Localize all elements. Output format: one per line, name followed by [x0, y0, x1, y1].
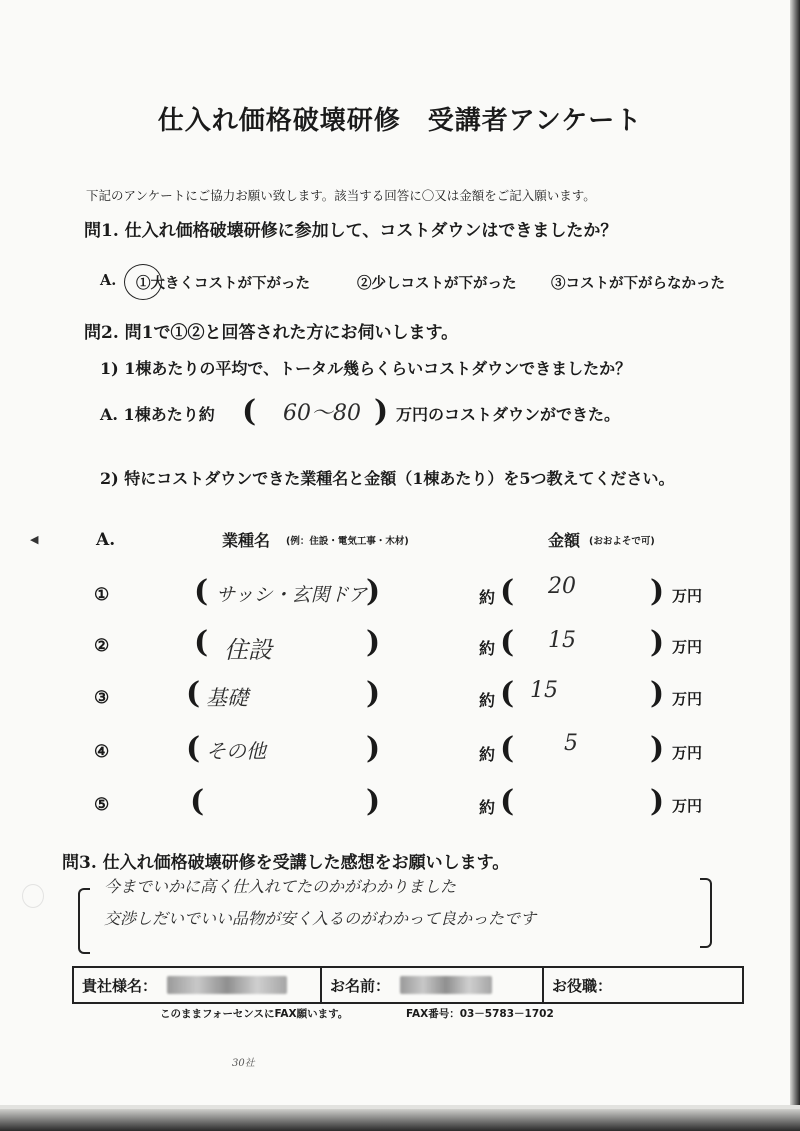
- scan-edge-bottom: [0, 1109, 800, 1131]
- paren-close: ): [650, 676, 665, 711]
- intro-text: 下記のアンケートにご協力お願い致します。該当する回答に〇又は金額をご記入願います。: [86, 188, 596, 203]
- name-field[interactable]: [322, 968, 544, 1002]
- q2-sub1-answer-suffix: 万円のコストダウンができた。: [396, 405, 621, 424]
- binding-mark-icon: ◀: [30, 533, 39, 546]
- footer-note: このままフォーセンスにFAX願います。: [160, 1008, 349, 1020]
- comment-bracket-left: [78, 888, 90, 954]
- paren-close: ): [366, 574, 381, 609]
- paren-open: (: [500, 731, 515, 766]
- row-number: ①: [94, 585, 110, 605]
- paren-open: (: [194, 574, 209, 609]
- paren-open: (: [190, 784, 205, 819]
- company-label: 貴社様名：: [82, 976, 158, 995]
- paren-close: ): [650, 574, 665, 609]
- paren-open: (: [194, 625, 209, 660]
- cost-down-total-value[interactable]: 60〜80: [283, 401, 361, 426]
- row-number: ⑤: [94, 795, 110, 815]
- unit-label: 万円: [672, 797, 703, 815]
- paren-open: (: [500, 784, 515, 819]
- comment-bracket-right: [700, 878, 712, 948]
- name-label: お名前：: [330, 976, 391, 995]
- col-header-category-example: (例：住設・電気工事・木材): [286, 536, 409, 547]
- yaku-label: 約: [479, 639, 496, 658]
- col-header-amount-note: (おおよそで可): [589, 536, 655, 547]
- row-amount-value[interactable]: 5: [564, 731, 578, 756]
- row-amount-value[interactable]: 20: [548, 574, 576, 599]
- q2-sub2: 2) 特にコストダウンできた業種名と金額（1棟あたり）を5つ教えてください。: [100, 469, 675, 488]
- paren-close: ): [650, 784, 665, 819]
- q2-question: 問2. 問1で①②と回答された方にお伺いします。: [84, 323, 459, 343]
- paren-close: ): [366, 731, 381, 766]
- paren-close: ): [366, 676, 381, 711]
- fax-number: FAX番号：03－5783－1702: [406, 1008, 554, 1020]
- company-field[interactable]: [74, 968, 322, 1002]
- comment-line-1[interactable]: 今までいかに高く仕入れてたのかがわかりました: [104, 877, 457, 896]
- paren-open: (: [500, 574, 515, 609]
- row-amount-value[interactable]: 15: [530, 678, 558, 703]
- paren-open: (: [186, 731, 201, 766]
- unit-label: 万円: [672, 744, 703, 762]
- q1-option-2[interactable]: ②少しコストが下がった: [357, 275, 517, 292]
- page-title: 仕入れ価格破壊研修 受講者アンケート: [157, 106, 643, 136]
- redacted-name: [400, 976, 492, 994]
- row-category-value[interactable]: 基礎: [206, 686, 248, 710]
- paren-close: ): [366, 625, 381, 660]
- yaku-label: 約: [479, 691, 496, 710]
- yaku-label: 約: [479, 798, 496, 817]
- row-number: ②: [94, 636, 110, 656]
- paren-open: (: [500, 625, 515, 660]
- row-number: ③: [94, 688, 110, 708]
- row-number: ④: [94, 742, 110, 762]
- paren-close: ): [366, 784, 381, 819]
- unit-label: 万円: [672, 690, 703, 708]
- row-amount-value[interactable]: 15: [548, 628, 576, 653]
- yaku-label: 約: [479, 588, 496, 607]
- table-prefix: A.: [96, 530, 116, 550]
- pencil-note: 30社: [232, 1058, 255, 1069]
- position-label: お役職：: [552, 976, 613, 995]
- q1-answer-prefix: A.: [100, 272, 117, 289]
- scan-edge-right: [790, 0, 800, 1131]
- q1-question: 問1. 仕入れ価格破壊研修に参加して、コストダウンはできましたか？: [84, 221, 618, 241]
- paren-open: (: [242, 394, 257, 429]
- paren-close: ): [374, 394, 389, 429]
- position-field[interactable]: [544, 968, 742, 1002]
- comment-line-2[interactable]: 交渉しだいでいい品物が安く入るのがわかって良かったです: [104, 909, 537, 928]
- yaku-label: 約: [479, 745, 496, 764]
- col-header-amount: 金額: [548, 531, 581, 550]
- q2-sub1-answer-prefix: A. 1棟あたり約: [100, 405, 215, 424]
- paren-open: (: [186, 676, 201, 711]
- stain-mark: [22, 884, 44, 908]
- paren-close: ): [650, 731, 665, 766]
- unit-label: 万円: [672, 638, 703, 656]
- q1-option-3[interactable]: ③コストが下がらなかった: [551, 275, 725, 292]
- row-category-value[interactable]: 住設: [224, 636, 272, 664]
- q3-question: 問3. 仕入れ価格破壊研修を受講した感想をお願いします。: [62, 853, 510, 873]
- paren-close: ): [650, 625, 665, 660]
- row-category-value[interactable]: その他: [206, 739, 266, 763]
- q2-sub1: 1) 1棟あたりの平均で、トータル幾らくらいコストダウンできましたか？: [100, 359, 632, 378]
- row-category-value[interactable]: サッシ・玄関ドア: [216, 584, 368, 606]
- col-header-category: 業種名: [222, 531, 271, 550]
- q1-option-1[interactable]: ①大きくコストが下がった: [136, 275, 310, 292]
- contact-form: [72, 966, 744, 1004]
- redacted-company: [167, 976, 287, 994]
- unit-label: 万円: [672, 587, 703, 605]
- paren-open: (: [500, 676, 515, 711]
